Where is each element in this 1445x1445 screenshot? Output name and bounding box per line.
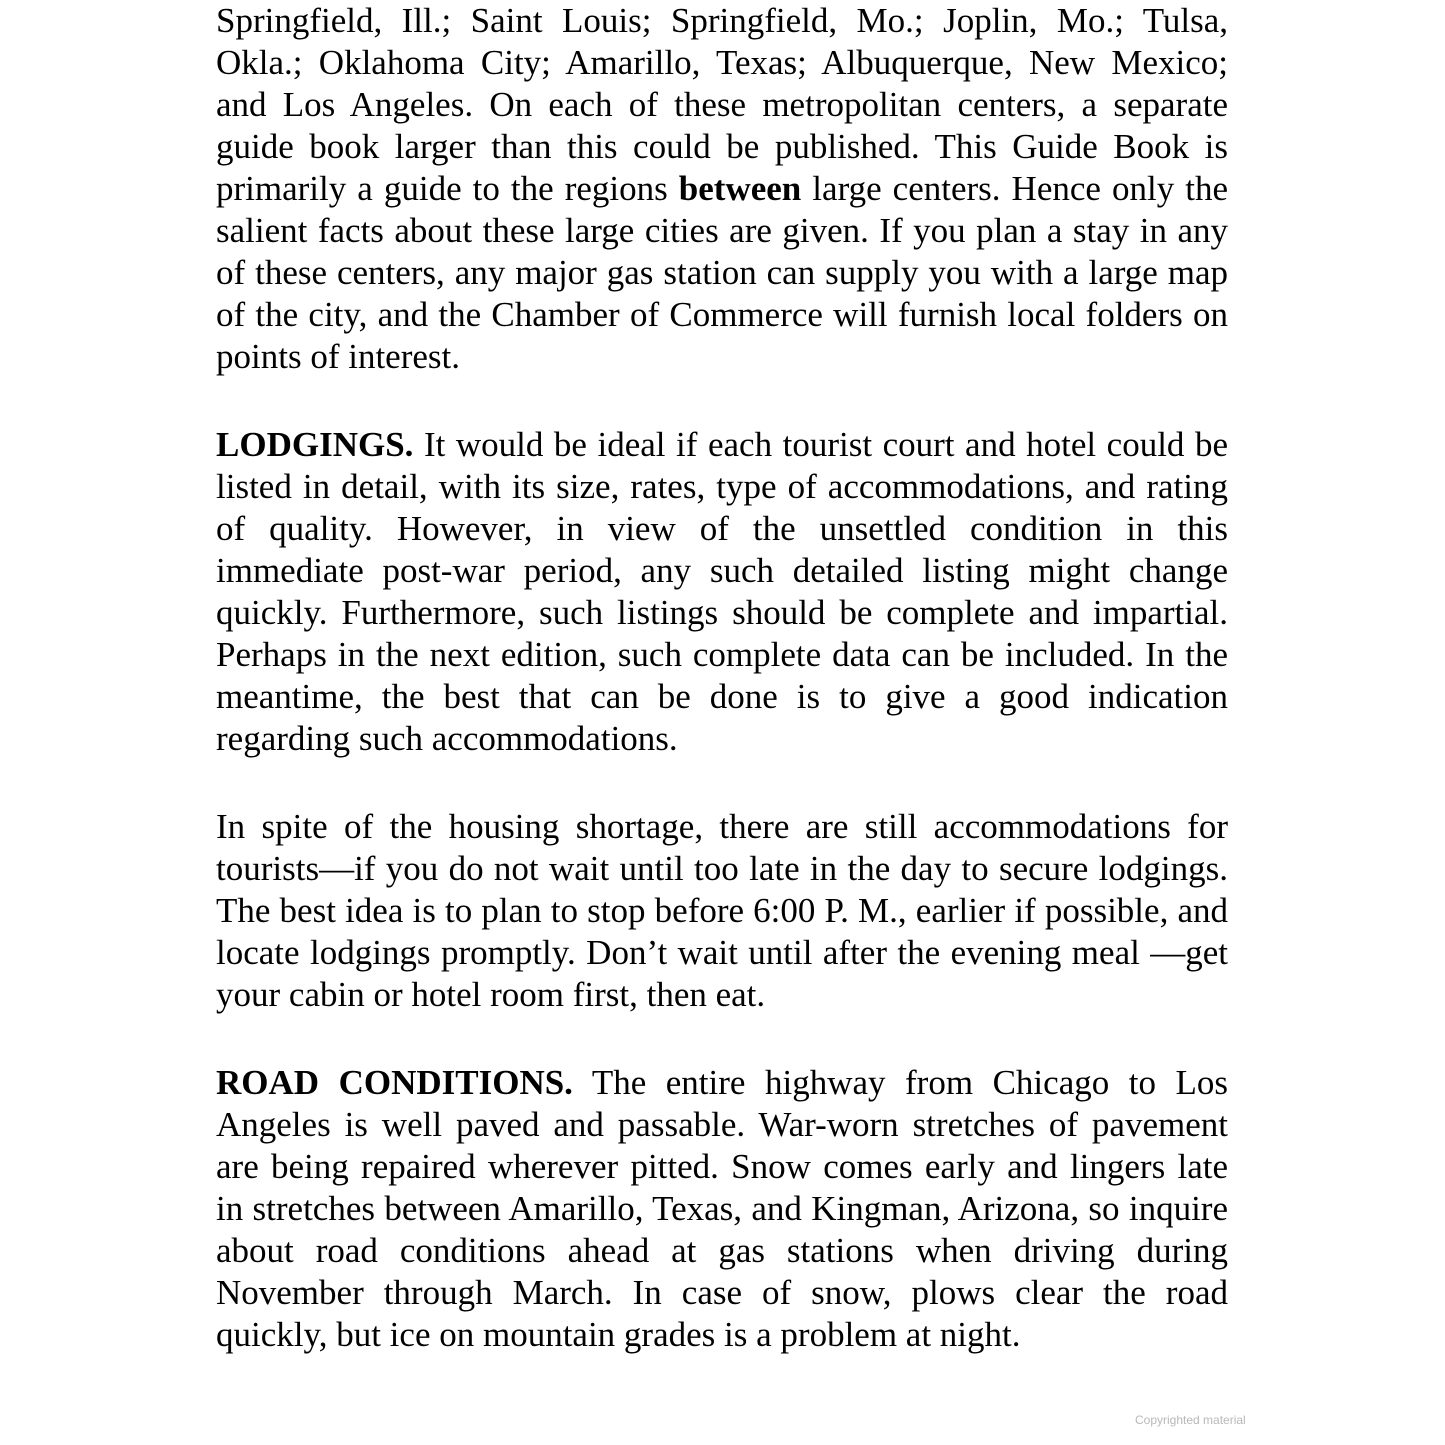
paragraph-gap — [216, 760, 1228, 806]
book-page — [216, 0, 1228, 1356]
paragraph-text: The entire highway from Chicago to Los Angeles is well paved and passable. War-worn stretches of pavement are being repaired wherever pitted. Snow comes early and lingers late in stretches between Amarillo, Texas, and Kingman, Arizona, so inquire about road conditions ahead at gas stations when driving during November through March. In case of snow, plows clear the road quickly, but ice on mountain grades is a problem at night. — [216, 1063, 1229, 1354]
emphasis-between: between — [678, 169, 802, 208]
paragraph-gap — [216, 1016, 1228, 1062]
paragraph-cities — [216, 0, 1228, 378]
paragraph-text: large centers. Hence only the salient facts about these large cities are given. If you plan a stay in any of these centers, any major gas station can supply you with a large map of the city, and the Chamber of Commerce will furnish local folders on points of interest. — [216, 169, 1228, 376]
paragraph-gap — [216, 378, 1228, 424]
paragraph-text: In spite of the housing shortage, there are still accommodations for tourists—if you do not wait until too late in the day to secure lodgings. The best idea is to plan to stop before 6:00 P. M., earlier if possible, and locate lodgings promptly. Don’t wait until after the evening meal —get your cabin or hotel room first, then eat. — [216, 807, 1228, 1014]
copyright-watermark: Copyrighted material — [1135, 1413, 1246, 1427]
paragraph-text: It would be ideal if each tourist court and hotel could be listed in detail, with its size, rates, type of accommodations, and rating of quality. However, in view of the unsettled condition in this immediate post-war period, any such detailed listing might change quickly. Furthermore, such listings should be complete and impartial. Perhaps in the next edition, such complete data can be included. In the meantime, the best that can be done is to give a good indication regarding such accommodations. — [216, 425, 1228, 758]
paragraph-road-conditions — [216, 1062, 1228, 1356]
paragraph-lodgings — [216, 424, 1228, 760]
section-heading-lodgings: LODGINGS. — [216, 425, 414, 464]
paragraph-text: Springfield, Ill.; Saint Louis; Springfield, Mo.; Joplin, Mo.; Tulsa, Okla.; Oklahoma City; Amarillo, Texas; Albuquerque, New Mexico; and Los Angeles. On each of these metropolitan centers, a separate guide book larger than this could be published. This Guide Book is primarily a guide to the regions — [216, 1, 1228, 208]
paragraph-housing — [216, 806, 1228, 1016]
section-heading-road-conditions: ROAD CONDITIONS. — [216, 1063, 573, 1102]
